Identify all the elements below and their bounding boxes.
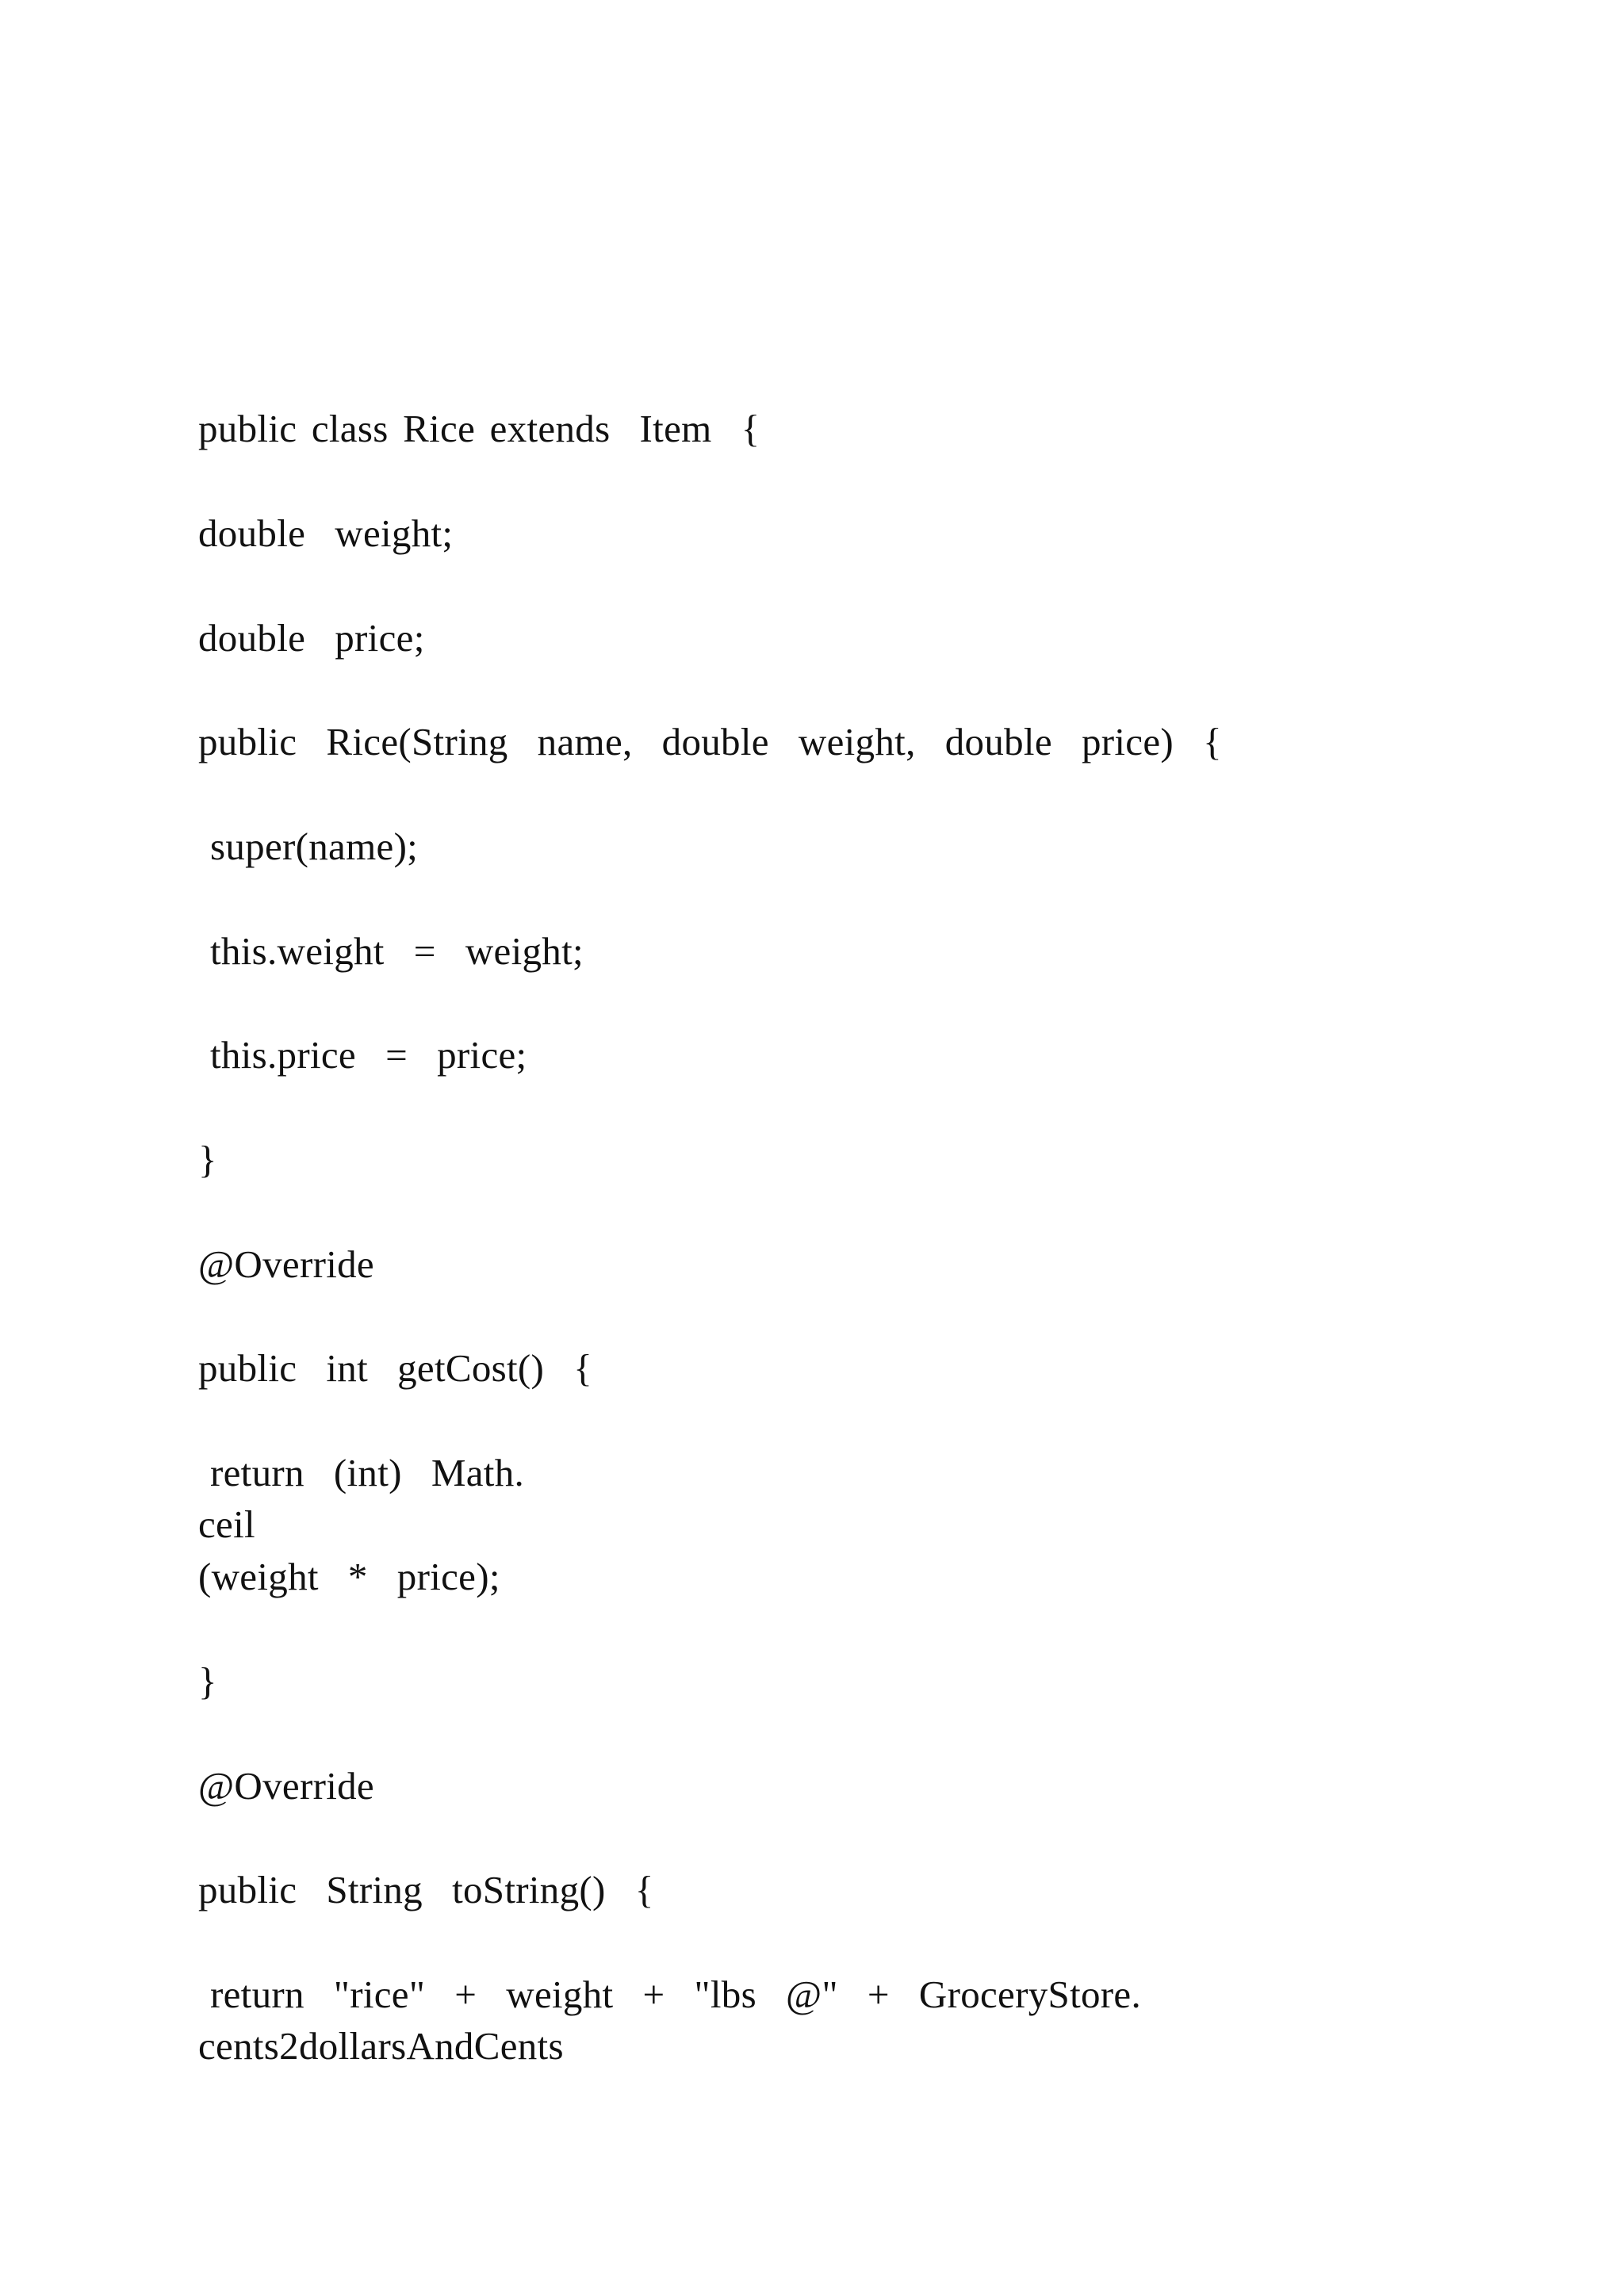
code-line-override-annotation-2: @Override	[198, 1764, 374, 1808]
code-line-tostring-signature: public String toString() {	[198, 1868, 654, 1911]
code-line-ceil: ceil	[198, 1502, 255, 1546]
code-line-price-field: double price;	[198, 616, 425, 660]
code-line-return-math: return (int) Math.	[210, 1451, 525, 1494]
code-line-closing-brace-2: }	[198, 1659, 217, 1703]
code-line-getcost-signature: public int getCost() {	[198, 1346, 593, 1390]
code-line-cents2dollars: cents2dollarsAndCents	[198, 2024, 564, 2068]
code-line-assign-price: this.price = price;	[210, 1033, 527, 1077]
code-line-assign-weight: this.weight = weight;	[210, 929, 584, 973]
code-line-closing-brace: }	[198, 1138, 217, 1181]
code-line-weight-times-price: (weight * price);	[198, 1555, 500, 1598]
code-line-class-declaration: public class Rice extends Item {	[198, 407, 760, 450]
code-line-return-string: return "rice" + weight + "lbs @" + GroceryStore.	[210, 1973, 1142, 2016]
code-line-constructor-signature: public Rice(String name, double weight, double price) {	[198, 720, 1222, 763]
code-line-super-call: super(name);	[210, 825, 419, 868]
code-line-override-annotation: @Override	[198, 1242, 374, 1286]
code-line-weight-field: double weight;	[198, 511, 454, 555]
